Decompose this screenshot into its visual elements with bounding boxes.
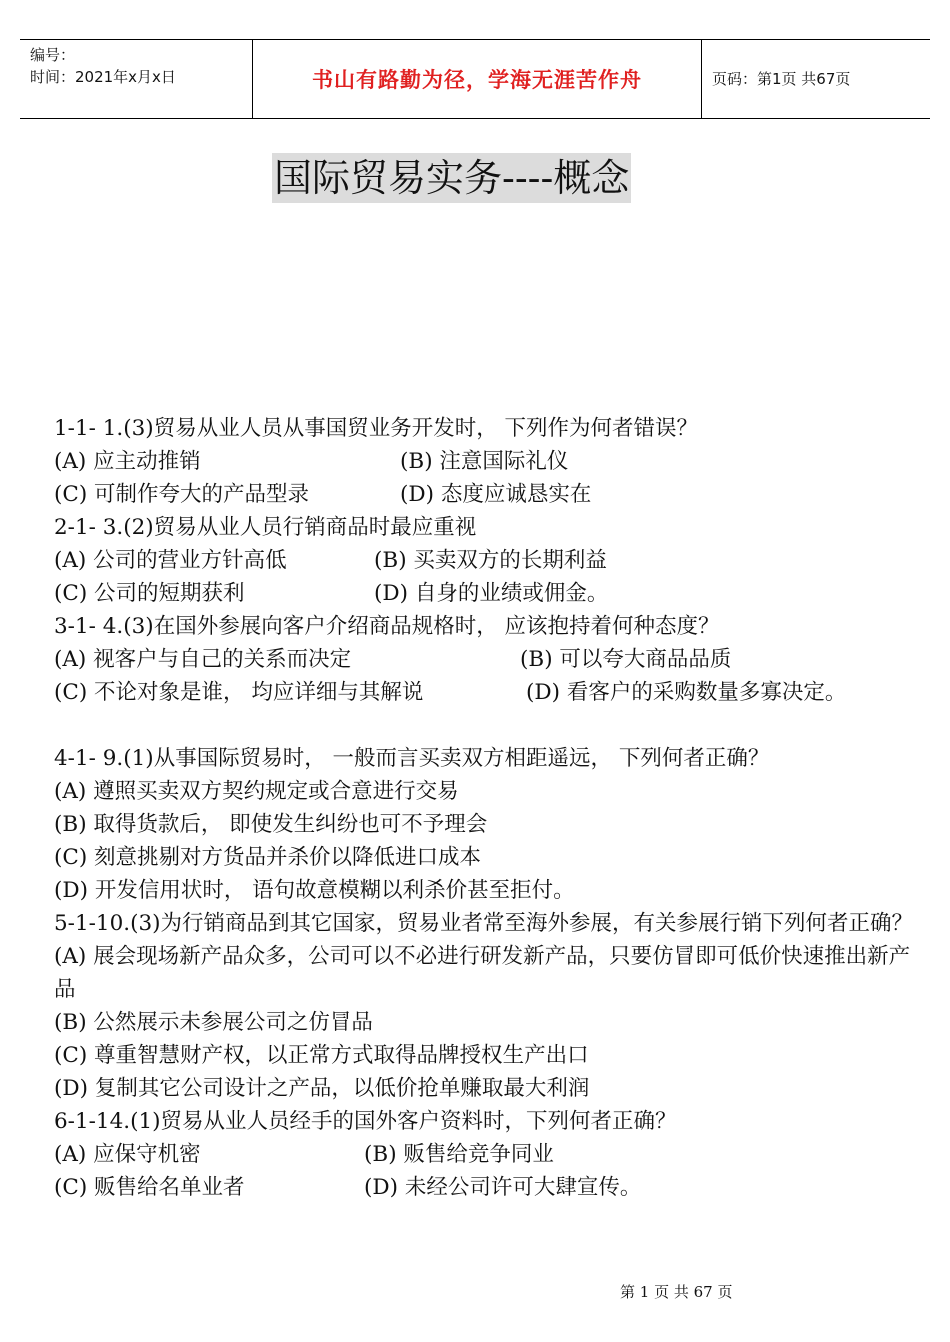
question-stem: 6-1-14.(1)贸易从业人员经手的国外客户资料时，下列何者正确？	[54, 1109, 677, 1134]
option-row	[54, 643, 914, 676]
header-meta-cell	[20, 40, 253, 118]
option: (B) 买卖双方的长期利益	[374, 548, 607, 573]
option: (A) 视客户与自己的关系而决定	[54, 647, 352, 672]
page-footer: 第 1 页 共 67 页	[620, 1283, 733, 1301]
option: (D) 开发信用状时， 语句故意模糊以利杀价甚至拒付。	[54, 878, 575, 903]
header-page-info: 页码：第1页 共67页	[712, 70, 851, 88]
option: (B) 公然展示未参展公司之仿冒品	[54, 1010, 373, 1035]
option: (D) 复制其它公司设计之产品，以低价抢单赚取最大利润	[54, 1076, 590, 1101]
header-page-cell	[702, 40, 930, 118]
question-list	[54, 412, 914, 1204]
option: (D) 自身的业绩或佣金。	[374, 581, 609, 606]
question-stem: 1-1- 1.(3)贸易从业人员从事国贸业务开发时， 下列作为何者错误？	[54, 416, 699, 441]
option: (C) 贩售给名单业者	[54, 1175, 245, 1200]
option: (B) 贩售给竞争同业	[364, 1142, 554, 1167]
option-row	[54, 544, 914, 577]
option: (A) 展会现场新产品众多，公司可以不必进行研发新产品，只要仿冒即可低价快速推出新产品	[54, 944, 911, 1002]
spacer	[54, 709, 914, 742]
option: (A) 应主动推销	[54, 449, 201, 474]
question-stem: 5-1-10.(3)为行销商品到其它国家，贸易业者常至海外参展，有关参展行销下列何者正确？	[54, 911, 914, 936]
header-motto: 书山有路勤为径，学海无涯苦作舟	[312, 68, 642, 92]
option-row	[54, 1171, 914, 1204]
option: (C) 公司的短期获利	[54, 581, 245, 606]
option: (C) 尊重智慧财产权，以正常方式取得品牌授权生产出口	[54, 1043, 589, 1068]
option: (D) 未经公司许可大肆宣传。	[364, 1175, 642, 1200]
question-stem: 2-1- 3.(2)贸易从业人员行销商品时最应重视	[54, 515, 477, 540]
option-row	[54, 577, 914, 610]
option-row	[54, 676, 914, 709]
option: (D) 看客户的采购数量多寡决定。	[526, 680, 847, 705]
option: (B) 可以夸大商品品质	[520, 647, 732, 672]
document-time-label: 时间：2021年x月x日	[30, 68, 176, 86]
header-motto-cell	[253, 40, 702, 118]
question-stem: 4-1- 9.(1)从事国际贸易时， 一般而言买卖双方相距遥远， 下列何者正确？	[54, 746, 770, 771]
page-title: 国际贸易实务----概念	[272, 153, 631, 203]
option: (A) 遵照买卖双方契约规定或合意进行交易	[54, 779, 459, 804]
question-stem: 3-1- 4.(3)在国外参展向客户介绍商品规格时， 应该抱持着何种态度？	[54, 614, 720, 639]
option-row	[54, 1138, 914, 1171]
option: (C) 可制作夸大的产品型录	[54, 482, 310, 507]
option: (D) 态度应诚恳实在	[400, 482, 592, 507]
option: (A) 公司的营业方针高低	[54, 548, 287, 573]
option: (A) 应保守机密	[54, 1142, 201, 1167]
option: (C) 不论对象是谁， 均应详细与其解说	[54, 680, 424, 705]
option-row	[54, 445, 914, 478]
option-row	[54, 478, 914, 511]
document-number-label: 编号：	[30, 46, 76, 64]
option: (C) 刻意挑剔对方货品并杀价以降低进口成本	[54, 845, 482, 870]
option: (B) 注意国际礼仪	[400, 449, 569, 474]
option: (B) 取得货款后， 即使发生纠纷也可不予理会	[54, 812, 488, 837]
document-header	[20, 39, 930, 119]
